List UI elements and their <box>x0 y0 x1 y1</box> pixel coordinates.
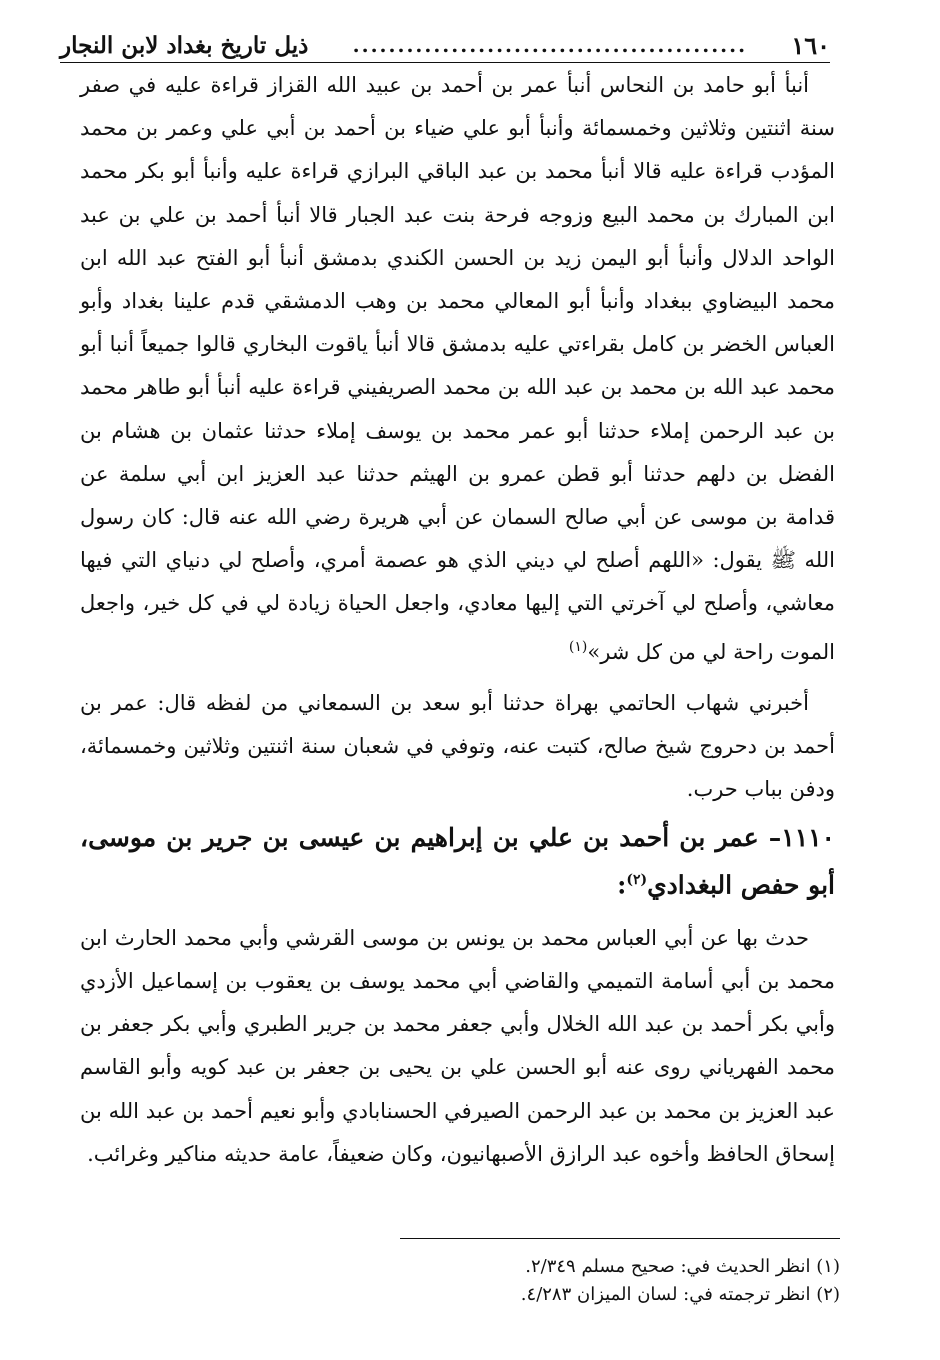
entry-heading <box>80 817 835 906</box>
paragraph-isnad-text: أنبأ أبو حامد بن النحاس أنبأ عمر بن أحمد بن عبيد الله القزاز قراءة عليه في صفر سنة اثنتين وثلاثين وخمسمائة وأنبأ أبو علي ضياء بن أحمد بن أبي علي وعمر بن محمد المؤدب قراءة عليه قالا أنبأ محمد بن عبد الباقي البرازي قراءة عليه وأنبأ أبو بكر محمد ابن المبارك بن محمد البيع وزوجه فرحة بنت عبد الجبار قالا أنبأ أحمد بن علي بن عبد الواحد الدلال وأنبأ أبو اليمن زيد بن الحسن الكندي بدمشق أنبأ أبو الفتح عبد الله ابن محمد البيضاوي ببغداد وأنبأ أبو المعالي محمد بن وهب الدمشقي قدم علينا بغداد وأبو العباس الخضر بن كامل بقراءتي عليه بدمشق قالا أنبأ ياقوت البخاري قالوا جميعاً أنبا أبو محمد عبد الله بن محمد بن عبد الله بن محمد الصريفيني قراءة عليه أنبأ أبو طاهر محمد بن عبد الرحمن إملاء حدثنا أبو عمر محمد بن يوسف إملاء حدثنا عثمان بن هشام بن الفضل بن دلهم حدثنا أبو قطن عمرو بن الهيثم حدثنا عبد العزيز ابن أبي سلمة عن قدامة بن موسى عن أبي صالح السمان عن أبي هريرة رضي الله عنه قال: كان رسول الله ﷺ يقول: «اللهم أصلح لي ديني الذي هو عصمة أمري، وأصلح لي دنياي التي فيها معاشي، وأصلح لي آخرتي التي إليها معادي، واجعل الحياة زيادة لي في كل خير، واجعل الموت راحة لي من كل شر» <box>80 73 835 664</box>
footnote-1: (١) انظر الحديث في: صحيح مسلم ٢/٣٤٩. <box>525 1256 840 1277</box>
entry-title: عمر بن أحمد بن علي بن إبراهيم بن عيسى بن جرير بن موسى، أبو حفص البغدادي <box>80 823 835 900</box>
entry-colon: : <box>617 870 627 900</box>
footnote-ref-1: (١) <box>568 638 588 655</box>
header-dots: ............................................ <box>352 33 748 57</box>
footnote-2: (٢) انظر ترجمته في: لسان الميزان ٤/٢٨٣. <box>520 1284 840 1305</box>
running-header <box>60 28 830 63</box>
main-text <box>80 64 835 1176</box>
entry-number: ١١١٠ <box>781 823 835 853</box>
entry-dash: – <box>768 823 782 853</box>
footnote-ref-2: (٢) <box>626 872 648 889</box>
page-number: ١٦٠ <box>791 30 830 60</box>
running-title: ذيل تاريخ بغداد لابن النجار <box>60 31 309 59</box>
paragraph-biography: حدث بها عن أبي العباس محمد بن يونس بن موسى القرشي وأبي محمد الحارث ابن محمد بن أبي أسامة التميمي والقاضي أبي محمد يوسف بن يعقوب بن إسماعيل الأزدي وأبي بكر أحمد بن عبد الله الخلال وأبي جعفر محمد بن جرير الطبري وأبي بكر جعفر بن محمد الفهرياني روى عنه أبو الحسن علي بن يحيى بن جعفر بن عبد كويه وأبو القاسم عبد العزيز بن محمد بن عبد الرحمن الصيرفي الحسنابادي وأبو نعيم أحمد بن عبد الله بن إسحاق الحافظ وأخوه عبد الرازق الأصبهانيون، وكان ضعيفاً، عامة حديثه مناكير وغرائب. <box>80 925 835 1166</box>
paragraph-isnad <box>80 64 835 674</box>
paragraph-gap <box>80 674 835 682</box>
footnotes <box>400 1238 840 1309</box>
paragraph-sam-ani: أخبرني شهاب الحاتمي بهراة حدثنا أبو سعد بن السمعاني من لفظه قال: عمر بن أحمد بن دحروج شيخ صالح، كتبت عنه، وتوفي في شعبان سنة اثنتين وثلاثين وخمسمائة، ودفن بباب حرب. <box>80 690 835 802</box>
